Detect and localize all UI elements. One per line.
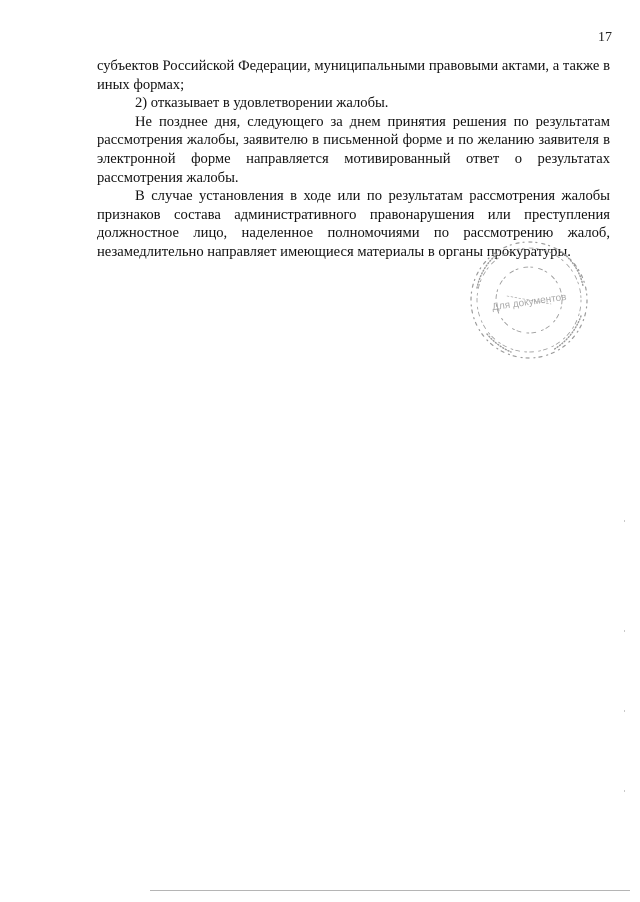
page-bottom-edge [150,890,630,891]
paragraph-prosecutor-referral: В случае установления в ходе или по результатам рассмотрения жалобы признаков состава административного правонарушения или преступления должностное лицо, наделенное полномочиями по рассмотрению жалоб, незамедлительно направляет имеющиеся материалы в органы прокуратуры. [97,188,610,260]
scan-edge-marks [624,500,626,800]
official-seal-stamp [467,238,592,363]
document-body [97,57,610,262]
paragraph-continuation: субъектов Российской Федерации, муниципальными правовыми актами, а также в иных формах; [97,58,610,93]
page-number: 17 [598,30,612,45]
paragraph-response-deadline: Не позднее дня, следующего за днем принятия решения по результатам рассмотрения жалобы, заявителю в письменной форме и по желанию заявителя в электронной форме направляется мотивированный ответ о результатах рассмотрения жалобы. [97,113,610,186]
seal-center-text: Для документов [491,291,568,314]
paragraph-list-item-2: 2) отказывает в удовлетворении жалобы. [135,95,389,112]
seal-graphic [467,238,592,363]
